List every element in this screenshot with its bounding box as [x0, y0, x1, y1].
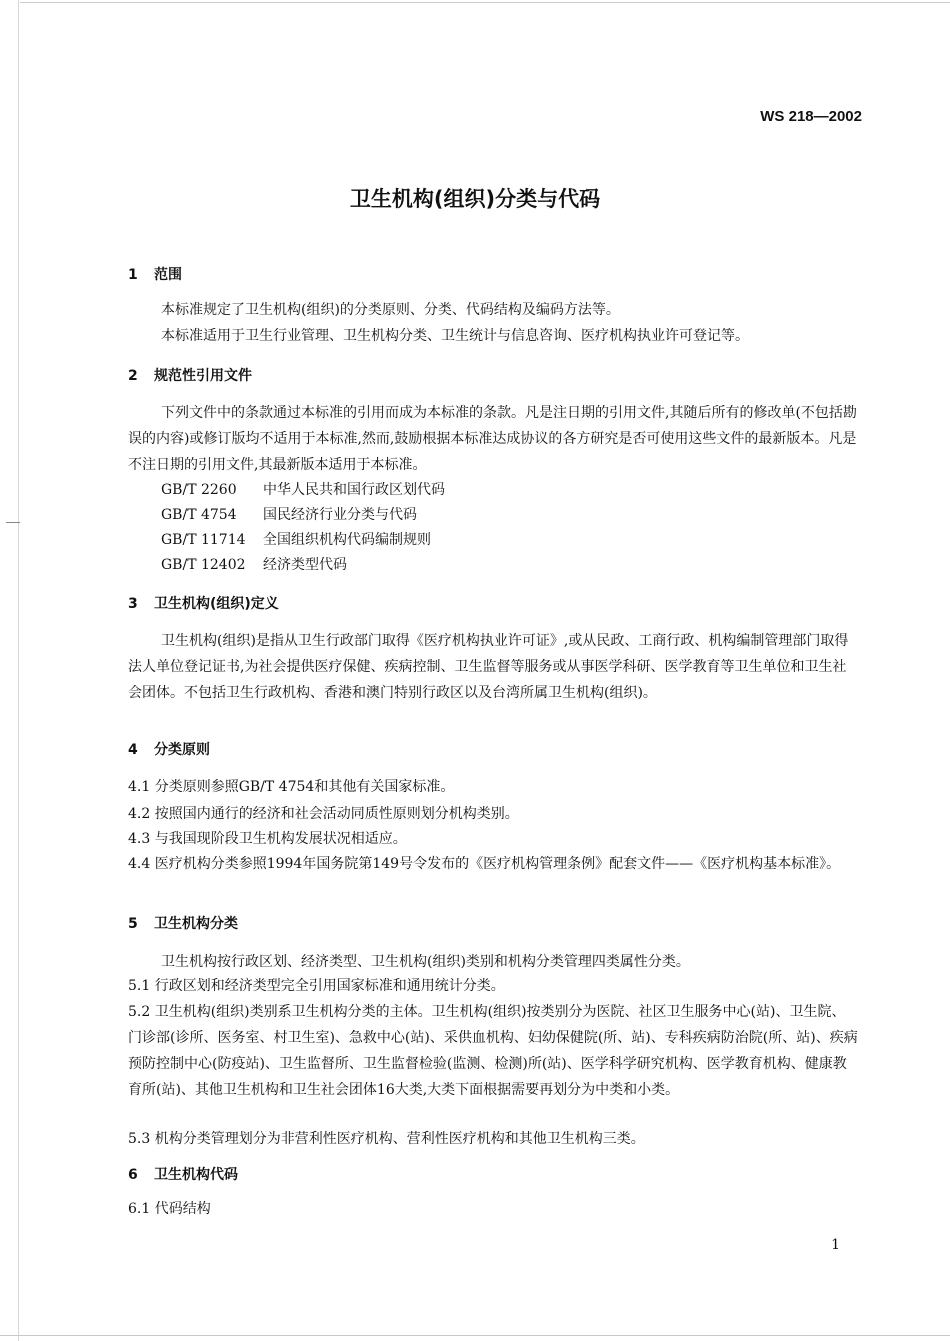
clause-4-3: 4.3 与我国现阶段卫生机构发展状况相适应。 — [128, 831, 407, 847]
reference-item — [161, 527, 431, 553]
binding-mark — [6, 522, 20, 523]
clause-4-2: 4.2 按照国内通行的经济和社会活动同质性原则划分机构类别。 — [128, 806, 519, 822]
reference-code: GB/T 11714 — [161, 532, 246, 548]
section-2-heading — [128, 365, 252, 385]
section-1-para-1: 本标准规定了卫生机构(组织)的分类原则、分类、代码结构及编码方法等。 — [161, 302, 620, 318]
clause-5-1: 5.1 行政区划和经济类型完全引用国家标准和通用统计分类。 — [128, 978, 505, 994]
reference-item — [161, 552, 347, 578]
section-title: 规范性引用文件 — [154, 368, 252, 384]
section-number: 2 — [128, 368, 138, 384]
section-number: 4 — [128, 742, 138, 758]
clause-5-2: 5.2 卫生机构(组织)类别系卫生机构分类的主体。卫生机构(组织)按类别分为医院、社区卫生服务中心(站)、卫生院、门诊部(诊所、医务室、村卫生室)、急救中心(站)、采供血机构、妇幼保健院(所、站)、专科疾病防治院(所、站)、疾病预防控制中心(防疫站)、卫生监督所、卫生监督检验(监测、检测)所(站)、医学科学研究机构、医学教育机构、健康教育所(站)、其他卫生机构和卫生社会团体16大类,大类下面根据需要再划分为中类和小类。 — [128, 1004, 858, 1098]
section-number: 6 — [128, 1167, 138, 1183]
reference-item — [161, 477, 445, 503]
clause-5-3: 5.3 机构分类管理划分为非营利性医疗机构、营利性医疗机构和其他卫生机构三类。 — [128, 1131, 645, 1147]
reference-code: GB/T 4754 — [161, 507, 237, 523]
page-number: 1 — [831, 1237, 840, 1253]
scan-edge-top — [20, 2, 950, 3]
section-1-heading — [128, 264, 182, 284]
section-number: 5 — [128, 916, 138, 932]
section-title: 卫生机构代码 — [154, 1167, 238, 1183]
section-3-heading — [128, 593, 279, 613]
reference-name: 经济类型代码 — [263, 557, 347, 573]
section-number: 1 — [128, 267, 138, 283]
section-title: 范围 — [154, 267, 182, 283]
reference-item — [161, 502, 417, 528]
section-1-para-2: 本标准适用于卫生行业管理、卫生机构分类、卫生统计与信息咨询、医疗机构执业许可登记等。 — [161, 328, 749, 344]
section-4-heading — [128, 739, 210, 759]
section-title: 卫生机构分类 — [154, 916, 238, 932]
clause-4-1: 4.1 分类原则参照GB/T 4754和其他有关国家标准。 — [128, 779, 455, 795]
reference-name: 国民经济行业分类与代码 — [263, 507, 417, 523]
reference-code: GB/T 2260 — [161, 482, 237, 498]
clause-6-1: 6.1 代码结构 — [128, 1201, 211, 1217]
scan-edge-bottom — [0, 1335, 950, 1336]
section-5-para-1: 卫生机构按行政区划、经济类型、卫生机构(组织)类别和机构分类管理四类属性分类。 — [161, 954, 690, 970]
standard-number: WS 218—2002 — [760, 108, 862, 125]
section-title: 卫生机构(组织)定义 — [154, 596, 279, 612]
section-6-heading — [128, 1164, 238, 1184]
section-2-para-1: 下列文件中的条款通过本标准的引用而成为本标准的条款。凡是注日期的引用文件,其随后所有的修改单(不包括勘误的内容)或修订版均不适用于本标准,然而,鼓励根据本标准达成协议的各方研究是否可使用这些文件的最新版本。凡是不注日期的引用文件,其最新版本适用于本标准。 — [128, 405, 857, 473]
reference-name: 全国组织机构代码编制规则 — [263, 532, 431, 548]
document-title: 卫生机构(组织)分类与代码 — [349, 187, 601, 211]
reference-name: 中华人民共和国行政区划代码 — [263, 482, 445, 498]
section-5-heading — [128, 913, 238, 933]
reference-code: GB/T 12402 — [161, 557, 246, 573]
clause-4-4: 4.4 医疗机构分类参照1994年国务院第149号令发布的《医疗机构管理条例》配套文件——《医疗机构基本标准》。 — [128, 856, 841, 872]
section-3-para-1: 卫生机构(组织)是指从卫生行政部门取得《医疗机构执业许可证》,或从民政、工商行政、机构编制管理部门取得法人单位登记证书,为社会提供医疗保健、疾病控制、卫生监督等服务或从事医学科研、医学教育等卫生单位和卫生社会团体。不包括卫生行政机构、香港和澳门特别行政区以及台湾所属卫生机构(组织)。 — [128, 633, 849, 701]
section-title: 分类原则 — [154, 742, 210, 758]
section-number: 3 — [128, 596, 138, 612]
